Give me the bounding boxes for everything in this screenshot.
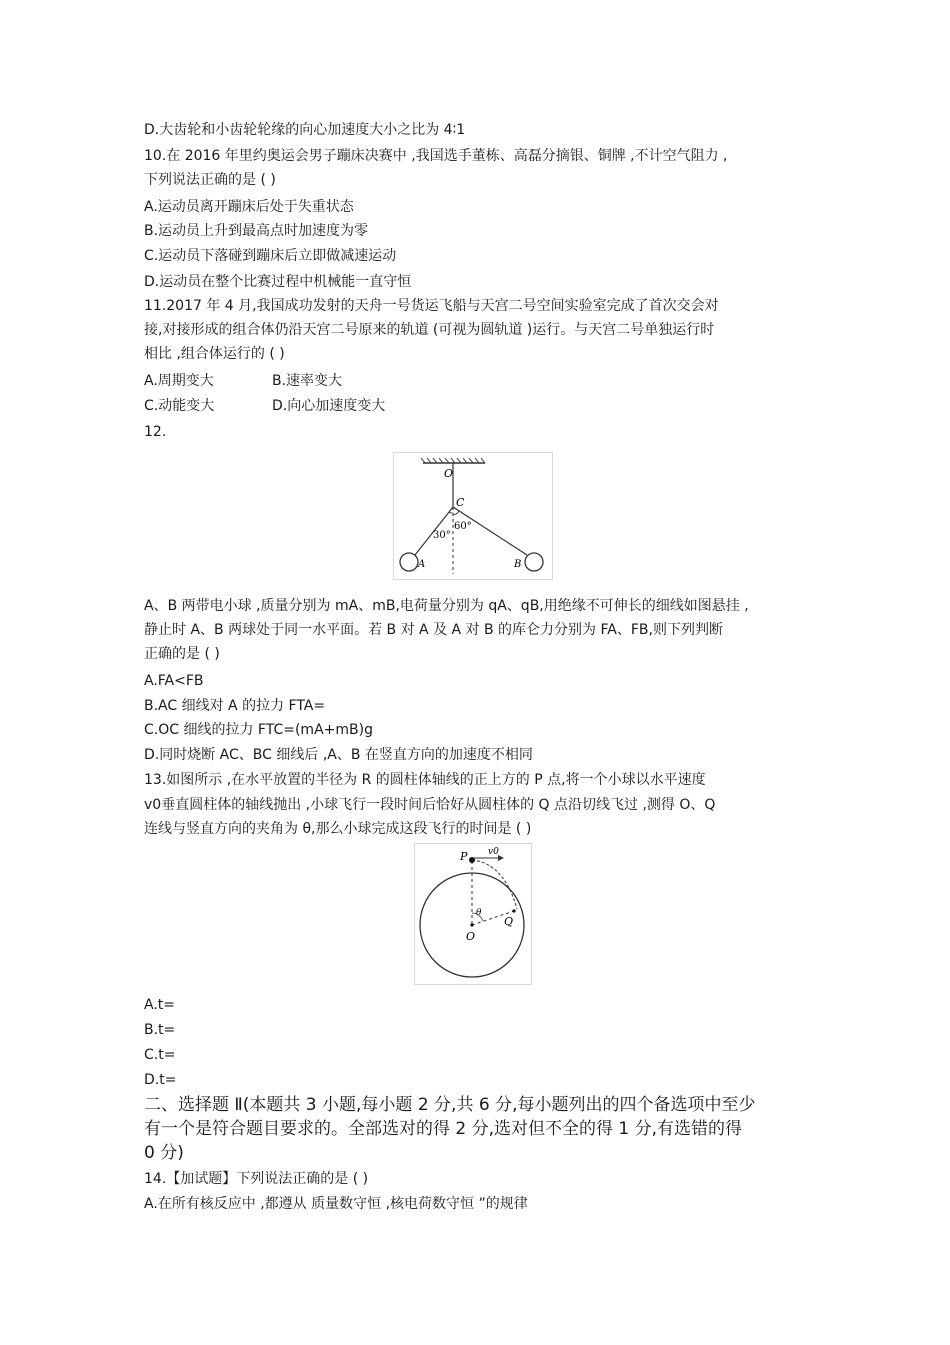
section2-heading-line3: 0 分) (144, 1143, 184, 1163)
label-a: A (418, 559, 426, 570)
q13-stem-line3: 连线与竖直方向的夹角为 θ,那么小球完成这段飞行的时间是 ( ) (144, 821, 532, 837)
q13-option-a: A.t= (144, 997, 176, 1013)
label-q: Q (504, 915, 514, 928)
q12-option-c: C.OC 细线的拉力 FTC=(mA+mB)g (144, 722, 373, 738)
q12-option-b: B.AC 细线对 A 的拉力 FTA= (144, 698, 326, 714)
q12-number: 12. (144, 424, 167, 440)
ball-a (400, 553, 418, 571)
label-v0: v0 (488, 847, 499, 857)
q13-option-b: B.t= (144, 1022, 176, 1038)
point-q (512, 909, 515, 912)
label-angle-60: 60° (454, 521, 472, 532)
q13-option-c: C.t= (144, 1047, 176, 1063)
point-p (469, 857, 475, 863)
q11-option-b: B.速率变大 (272, 373, 343, 389)
label-theta: θ (476, 908, 482, 918)
label-o: O (466, 930, 476, 943)
q10-option-a: A.运动员离开蹦床后处于失重状态 (144, 199, 354, 215)
q11-stem-line2: 接,对接形成的组合体仍沿天宫二号原来的轨道 (可视为圆轨道 )运行。与天宫二号单独运行时 (144, 322, 715, 338)
q11-stem-line3: 相比 ,组合体运行的 ( ) (144, 346, 285, 362)
q10-option-d: D.运动员在整个比赛过程中机械能一直守恒 (144, 274, 412, 290)
q12-option-a: A.FA<FB (144, 673, 204, 689)
q11-option-a: A.周期变大 (144, 373, 214, 389)
section2-heading-line2: 有一个是符合题目要求的。全部选对的得 2 分,选对但不全的得 1 分,有选错的得 (144, 1119, 743, 1139)
q14-option-a: A.在所有核反应中 ,都遵从 质量数守恒 ,核电荷数守恒 ”的规律 (144, 1196, 528, 1212)
q12-stem-line3: 正确的是 ( ) (144, 646, 220, 662)
section2-heading-line1: 二、选择题 Ⅱ(本题共 3 小题,每小题 2 分,共 6 分,每小题列出的四个备选项中至少 (144, 1095, 756, 1115)
q10-option-b: B.运动员上升到最高点时加速度为零 (144, 223, 369, 239)
q12-figure (393, 452, 553, 580)
q11-option-d: D.向心加速度变大 (272, 398, 386, 414)
label-c: C (456, 496, 465, 509)
label-p: P (460, 850, 468, 863)
q11-option-c: C.动能变大 (144, 398, 215, 414)
ball-b (525, 553, 543, 571)
q12-stem-line2: 静止时 A、B 两球处于同一水平面。若 B 对 A 及 A 对 B 的库仑力分别为 FA、FB,则下列判断 (144, 622, 723, 638)
point-o (470, 923, 473, 926)
q13-option-d: D.t= (144, 1072, 177, 1088)
label-angle-30: 30° (433, 530, 451, 541)
label-o: O (444, 467, 454, 480)
q10-option-c: C.运动员下落碰到蹦床后立即做减速运动 (144, 248, 397, 264)
q13-figure (414, 843, 532, 985)
q11-stem-line1: 11.2017 年 4 月,我国成功发射的天舟一号货运飞船与天宫二号空间实验室完成了首次交会对 (144, 298, 719, 314)
q10-stem-line2: 下列说法正确的是 ( ) (144, 172, 276, 188)
q13-stem-line1: 13.如图所示 ,在水平放置的半径为 R 的圆柱体轴线的正上方的 P 点,将一个小球以水平速度 (144, 772, 706, 788)
q13-stem-line2: v0垂直圆柱体的轴线抛出 ,小球飞行一段时间后恰好从圆柱体的 Q 点沿切线飞过 ,测得 O、Q (144, 797, 716, 813)
q9-option-d: D.大齿轮和小齿轮轮缘的向心加速度大小之比为 4∶1 (144, 122, 466, 138)
label-b: B (514, 559, 522, 570)
q10-stem-line1: 10.在 2016 年里约奥运会男子蹦床决赛中 ,我国选手董栋、高磊分摘银、铜牌 ,不计空气阻力 , (144, 148, 728, 164)
q14-stem: 14.【加试题】下列说法正确的是 ( ) (144, 1171, 369, 1187)
q12-option-d: D.同时烧断 AC、BC 细线后 ,A、B 在竖直方向的加速度不相同 (144, 747, 533, 763)
q12-stem-line1: A、B 两带电小球 ,质量分别为 mA、mB,电荷量分别为 qA、qB,用绝缘不可伸长的细线如图悬挂 , (144, 598, 749, 614)
trajectory (472, 860, 517, 909)
